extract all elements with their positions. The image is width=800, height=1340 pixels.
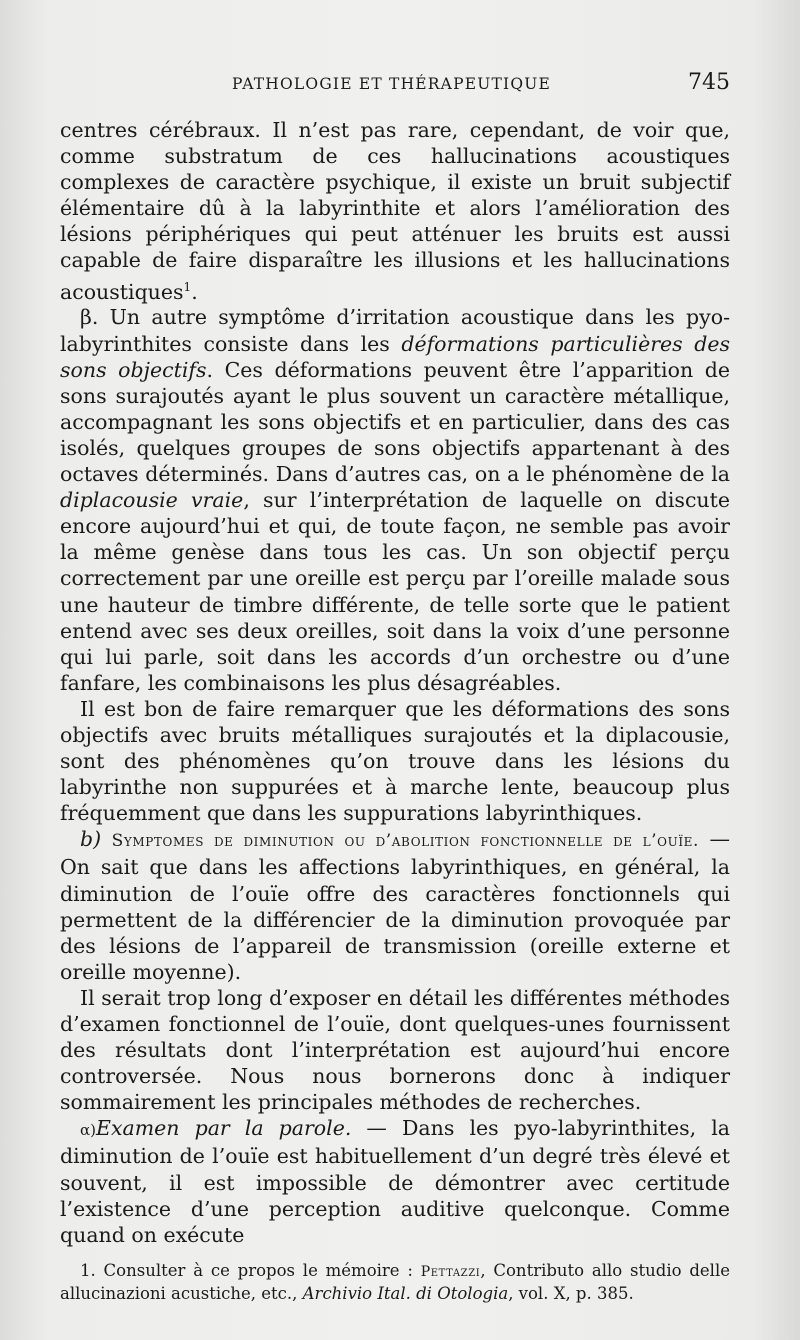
page-header xyxy=(232,70,730,95)
section-letter: b) xyxy=(80,827,102,852)
section-heading: Symptomes de diminution ou d’abolition fonctionnelle de l’ouïe. xyxy=(111,831,700,852)
footnote-author: Pettazzi xyxy=(420,1263,481,1280)
subsection-title: Examen par la parole. xyxy=(95,1116,352,1141)
page-number: 745 xyxy=(688,70,730,95)
paragraph-3: Il est bon de faire remarquer que les déformations des sons objectifs avec bruits métalliques surajoutés et la diplacousie, sont des phénomènes qu’on trouve dans les lésions du labyrinthe non suppurées et à marche lente, beaucoup plus fréquemment que dans les suppurations labyrinthiques. xyxy=(60,696,730,826)
footnotes xyxy=(60,1260,730,1305)
paragraph-1: centres cérébraux. Il n’est pas rare, cependant, de voir que, comme substratum de ces hallucinations acoustiques complexes de caractère psychique, il existe un bruit subjectif élémentaire dû à la labyrinthite et alors l’amélioration des lésions périphériques qui peut atténuer les bruits est aussi capable de faire disparaître les illusions et les hallucinations acoustiques$^1$. xyxy=(60,118,730,304)
footnote-1: 1. Consulter à ce propos le mémoire : Pettazzi, Contributo allo studio delle allucinazioni acustiche, etc., Archivio Ital. di Otologia, vol. X, p. 385. xyxy=(60,1260,730,1303)
footnote-journal: Archivio Ital. di Otologia xyxy=(302,1283,509,1303)
emphasis-diplacousie: diplacousie vraie xyxy=(60,488,244,513)
paragraph-5: Il serait trop long d’exposer en détail les différentes méthodes d’examen fonctionnel de l’ouïe, dont quelques-unes fournissent des résultats dont l’interprétation est aujourd’hui encore controversée. Nous nous bornerons donc à indiquer sommairement les principales méthodes de recherches. xyxy=(60,985,730,1115)
paragraph-6: α)Examen par la parole. — Dans les pyo-labyrinthites, la diminution de l’ouïe est habituellement d’un degré très élevé et souvent, il est impossible de démontrer avec certitude l’existence d’une perception auditive quelconque. Comme quand on exécute xyxy=(60,1116,730,1247)
running-title: PATHOLOGIE ET THÉRAPEUTIQUE xyxy=(232,75,552,93)
emphasis-deformations: déformations particulières des sons objectifs xyxy=(60,331,730,382)
paragraph-2: β. Un autre symptôme d’irritation acoustique dans les pyo-labyrinthites consiste dans les déformations particulières des sons objectifs. Ces déformations peuvent être l’apparition de sons surajoutés ayant le plus souvent un caractère métallique, accompagnant les sons objectifs et en particulier, dans des cas isolés, quelques groupes de sons objectifs appartenant à des octaves déterminés. Dans d’autres cas, on a le phénomène de la diplacousie vraie, sur l’interprétation de laquelle on discute encore aujourd’hui et qui, de toute façon, ne semble pas avoir la même genèse dans tous les cas. Un son objectif perçu correctement par une oreille est perçu par l’oreille malade sous une hauteur de timbre différente, de telle sorte que le patient entend avec ses deux oreilles, soit dans la voix d’une personne qui lui parle, soit dans les accords d’un orchestre ou d’une fanfare, les combinaisons les plus désagréables. xyxy=(60,305,731,695)
subsection-marker: α) xyxy=(80,1121,96,1140)
footnote-ref: 1 xyxy=(183,279,192,294)
main-text xyxy=(60,117,730,1248)
paragraph-4: b) Symptomes de diminution ou d’abolition fonctionnelle de l’ouïe. — On sait que dans les affections labyrinthiques, en général, la diminution de l’ouïe offre des caractères fonctionnels qui permettent de la différencier de la diminution provoquée par des lésions de l’appareil de transmission (oreille externe et oreille moyenne). xyxy=(60,827,730,984)
